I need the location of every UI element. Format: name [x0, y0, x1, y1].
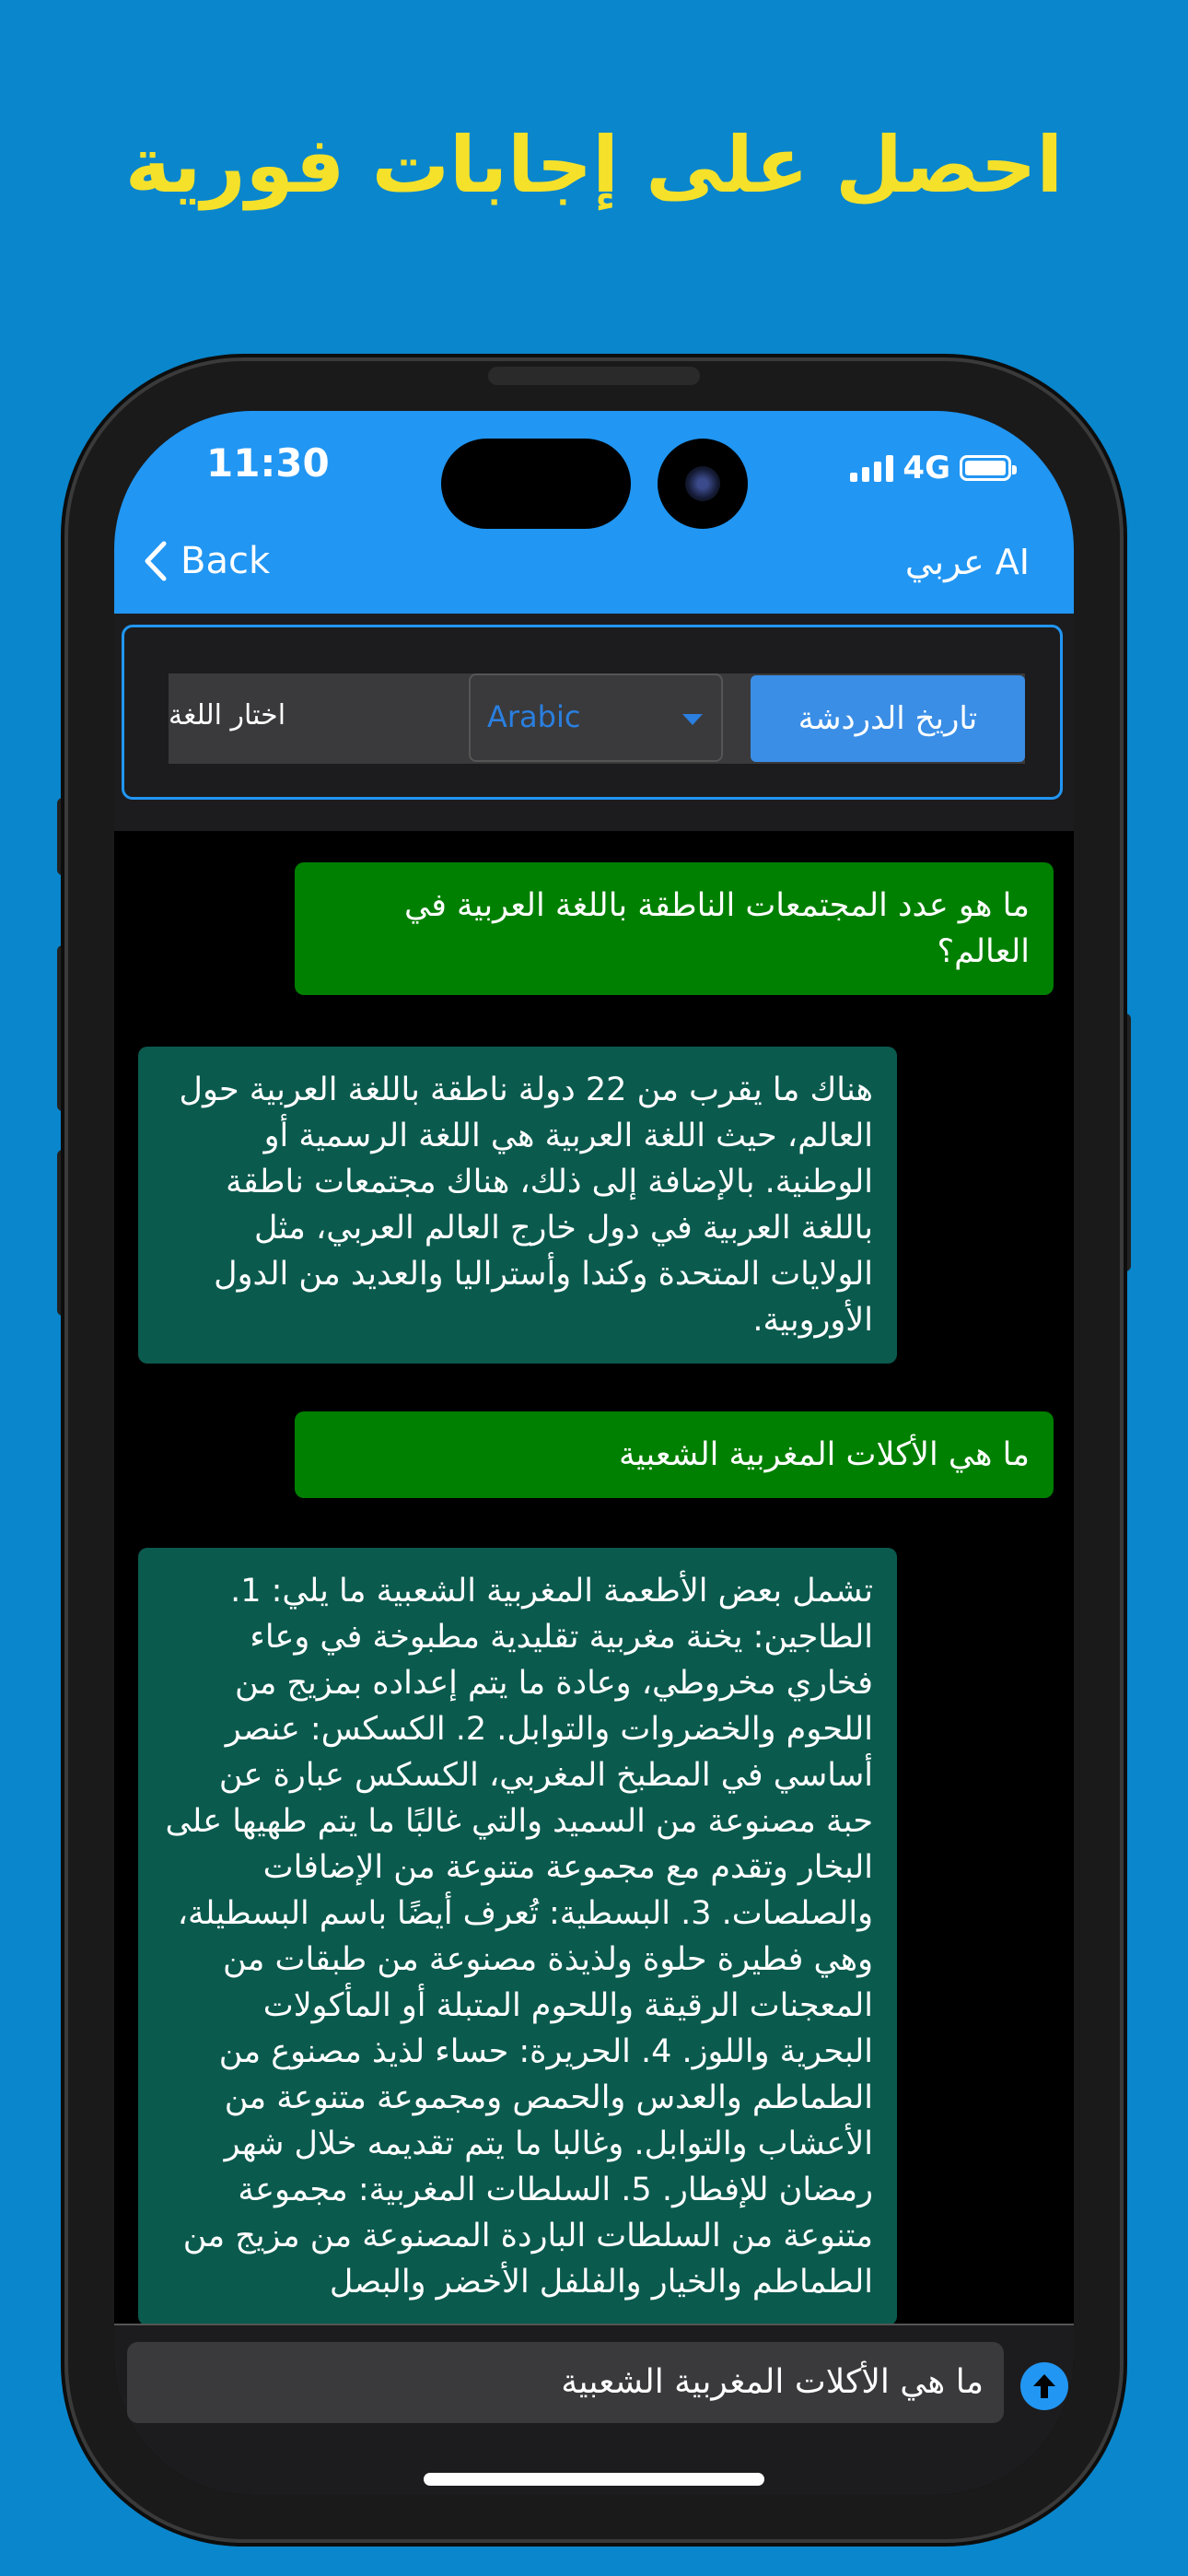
back-label: Back — [181, 540, 271, 582]
chevron-down-icon — [682, 714, 703, 725]
status-indicators — [850, 450, 1011, 486]
speaker-slot — [488, 367, 700, 385]
power-button — [1120, 1013, 1131, 1271]
user-message: ما هي الأكلات المغربية الشعبية — [295, 1411, 1054, 1498]
chevron-left-icon — [142, 540, 169, 582]
dynamic-island — [441, 439, 631, 529]
settings-box — [122, 625, 1063, 800]
language-value: Arabic — [487, 699, 581, 734]
arrow-up-icon — [1031, 2371, 1058, 2401]
battery-icon — [960, 455, 1011, 481]
send-button[interactable] — [1020, 2362, 1068, 2410]
language-label: اختار اللغة — [169, 699, 286, 732]
settings-bar — [114, 614, 1074, 831]
language-dropdown[interactable] — [469, 673, 723, 762]
chat-area[interactable] — [114, 831, 1074, 2324]
status-time: 11:30 — [206, 440, 330, 486]
action-button — [57, 798, 68, 875]
home-indicator — [424, 2473, 764, 2486]
network-type: 4G — [903, 450, 950, 486]
camera-icon — [658, 439, 748, 529]
bot-message: هناك ما يقرب من 22 دولة ناطقة باللغة العربية حول العالم، حيث اللغة العربية هي اللغة الرسمية أو الوطنية. بالإضافة إلى ذلك، هناك مجتمعات ناطقة باللغة العربية في دول خارج العالم العربي، مثل الولايات المتحدة وكندا وأستراليا والعديد من الدول الأوروبية. — [138, 1047, 897, 1364]
signal-icon — [850, 454, 893, 482]
chat-history-button[interactable]: تاريخ الدردشة — [751, 675, 1025, 762]
bot-message: تشمل بعض الأطعمة المغربية الشعبية ما يلي: 1. الطاجين: يخنة مغربية تقليدية مطبوخة في وعاء فخاري مخروطي، وعادة ما يتم إعداده بمزيج من اللحوم والخضروات والتوابل. 2. الكسكس: عنصر أساسي في المطبخ المغربي، الكسكس عبارة عن حبة مصنوعة من السميد والتي غالبًا ما يتم طهيها على البخار وتقدم مع مجموعة متنوعة من الإضافات والصلصات. 3. البسطية: تُعرف أيضًا باسم البسطيلة، وهي فطيرة حلوة ولذيذة مصنوعة من طبقات من المعجنات الرقيقة واللحوم المتبلة أو المأكولات البحرية واللوز. 4. الحريرة: حساء لذيذ مصنوع من الطماطم والعدس والحمص ومجموعة متنوعة من الأعشاب والتوابل. وغالبا ما يتم تقديمه خلال شهر رمضان للإفطار. 5. السلطات المغربية: مجموعة متنوعة من السلطات الباردة المصنوعة من مزيج من الطماطم والخيار والفلفل الأخضر والبصل — [138, 1548, 897, 2324]
input-area — [114, 2324, 1074, 2495]
volume-down-button — [57, 1150, 68, 1316]
back-button[interactable] — [142, 540, 270, 582]
promo-headline: احصل على إجابات فورية — [124, 120, 1064, 210]
message-input[interactable]: ما هي الأكلات المغربية الشعبية — [127, 2342, 1004, 2423]
app-title: عربي AI — [904, 542, 1030, 582]
user-message: ما هو عدد المجتمعات الناطقة باللغة العربية في العالم؟ — [295, 862, 1054, 995]
settings-inner — [169, 673, 1025, 764]
volume-up-button — [57, 945, 68, 1111]
app-header — [114, 411, 1074, 614]
phone-screen — [114, 411, 1074, 2495]
